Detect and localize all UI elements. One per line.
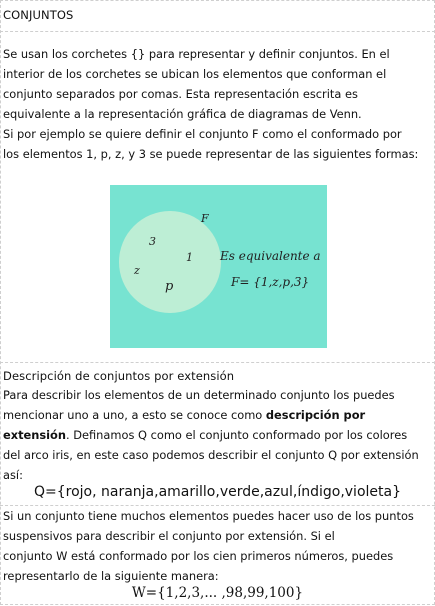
intro-line-1: Se usan los corchetes {} para representar y definir conjuntos. En el bbox=[3, 47, 390, 61]
ext-line-8: conjunto W está conformado por los cien primeros números, puedes bbox=[3, 549, 394, 563]
ext-line-9: representarlo de la siguiente manera: bbox=[3, 569, 219, 583]
intro-line-5: Si por ejemplo se quiere definir el conjunto F como el conformado por bbox=[3, 127, 402, 141]
section-title-conjuntos: CONJUNTOS bbox=[3, 8, 74, 22]
section-title-extension: Descripción de conjuntos por extensión bbox=[3, 369, 235, 383]
formula-w: W={1,2,3,... ,98,99,100} bbox=[131, 585, 304, 601]
formula-q: Q={rojo, naranja,amarillo,verde,azul,índigo,violeta} bbox=[33, 484, 401, 500]
caption-equivalent: Es equivalente a bbox=[220, 249, 321, 263]
ext-line-5: así: bbox=[3, 468, 23, 482]
set-circle bbox=[119, 211, 221, 313]
ext-line-7: suspensivos para describir el conjunto por extensión. Si el bbox=[3, 529, 335, 543]
extension-paragraph bbox=[3, 385, 433, 485]
caption-set-notation: F= {1,z,p,3} bbox=[231, 275, 310, 289]
intro-paragraph bbox=[3, 44, 433, 164]
intro-line-2: interior de los corchetes se ubican los elementos que conforman el bbox=[3, 67, 387, 81]
title-divider bbox=[0, 31, 435, 32]
element-z: z bbox=[134, 264, 140, 277]
ext-line-4: del arco iris, en este caso podemos describir el conjunto Q por extensión bbox=[3, 448, 419, 462]
ellipsis-paragraph bbox=[3, 506, 433, 586]
intro-line-4: equivalente a la representación gráfica de diagramas de Venn. bbox=[3, 107, 362, 121]
venn-diagram bbox=[110, 185, 327, 348]
ext-line-3: extensión. Definamos Q como el conjunto conformado por los colores bbox=[3, 428, 408, 442]
element-p: p bbox=[165, 279, 174, 294]
ext-line-6: Si un conjunto tiene muchos elementos puedes hacer uso de los puntos bbox=[3, 509, 414, 523]
element-3: 3 bbox=[149, 235, 156, 248]
bold-term-extension: extensión bbox=[3, 428, 66, 442]
section-divider bbox=[0, 362, 435, 363]
intro-line-3: conjunto separados por comas. Esta representación escrita es bbox=[3, 87, 358, 101]
bold-term-descripcion: descripción por bbox=[265, 408, 366, 422]
intro-line-6: los elementos 1, p, z, y 3 se puede representar de las siguientes formas: bbox=[3, 147, 419, 161]
set-label-f: F bbox=[201, 212, 209, 225]
element-1: 1 bbox=[186, 251, 193, 264]
ext-line-1: Para describir los elementos de un determinado conjunto los puedes bbox=[3, 388, 395, 402]
ext-line-2: mencionar uno a uno, a esto se conoce como descripción por bbox=[3, 408, 366, 422]
top-divider bbox=[0, 0, 435, 1]
